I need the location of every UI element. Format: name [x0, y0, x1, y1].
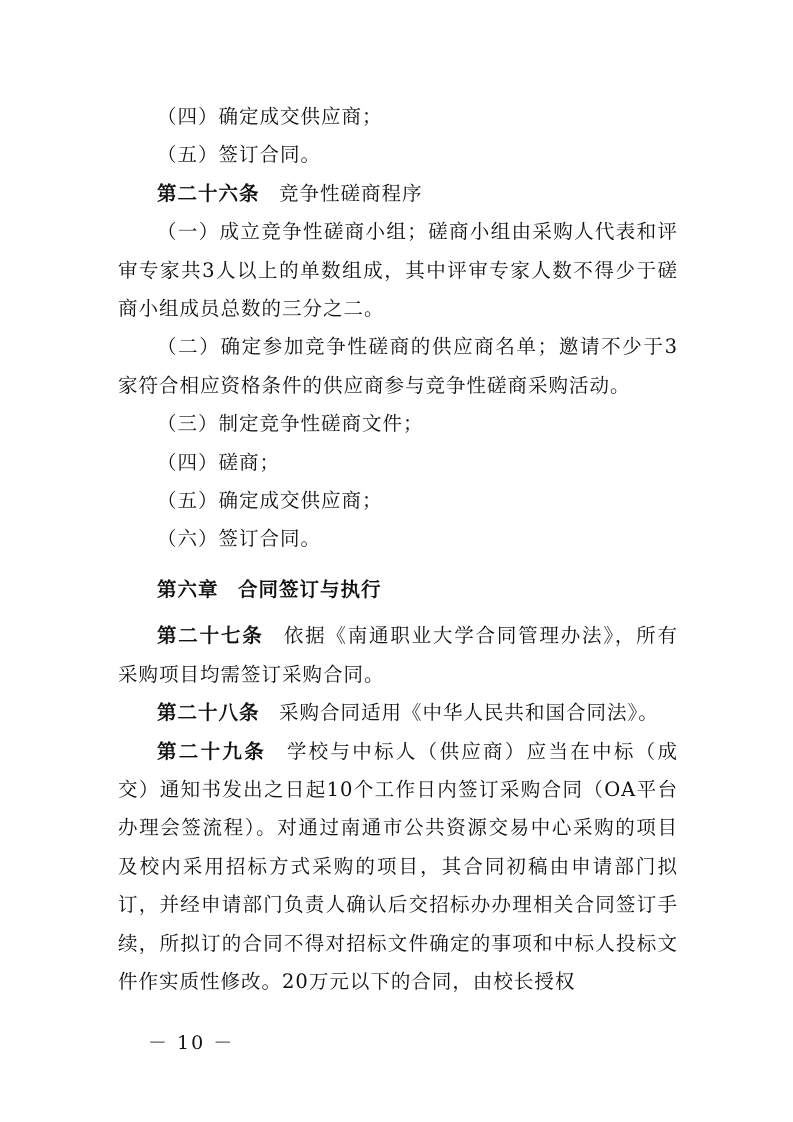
chapter-number: 第六章 [157, 577, 219, 601]
paragraph-consult-3: （三）制定竞争性磋商文件； [157, 412, 424, 436]
chapter-heading [118, 571, 678, 609]
article-27-text: 依据《南通职业大学合同管理办法》，所有采购项目均需签订采购合同。 [118, 624, 678, 686]
document-body [118, 98, 678, 1001]
article-26 [118, 175, 678, 213]
article-29-title: 第二十九条 [157, 739, 267, 763]
paragraph-consult-5: （五）确定成交供应商； [157, 489, 383, 513]
article-27 [118, 617, 678, 694]
article-28-title: 第二十八条 [157, 701, 260, 725]
paragraph-item-5: （五）签订合同。 [157, 143, 322, 167]
paragraph-consult-6: （六）签订合同。 [157, 527, 322, 551]
article-28-text: 采购合同适用《中华人民共和国合同法》。 [279, 701, 659, 725]
paragraph-consult-4: （四）磋商； [157, 450, 281, 474]
page-number: － 10 － [148, 1032, 235, 1054]
chapter-title: 合同签订与执行 [238, 577, 382, 601]
article-26-text: 竞争性磋商程序 [279, 181, 423, 205]
paragraph-consult-2: （二）确定参加竞争性磋商的供应商名单；邀请不少于3家符合相应资格条件的供应商参与竞争性磋商采购活动。 [118, 335, 678, 397]
paragraph-consult-1: （一）成立竞争性磋商小组；磋商小组由采购人代表和评审专家共3人以上的单数组成，其中评审专家人数不得少于磋商小组成员总数的三分之二。 [118, 220, 678, 321]
paragraph-item-4: （四）确定成交供应商； [157, 105, 383, 128]
article-29 [118, 733, 678, 1002]
article-29-text: 学校与中标人（供应商）应当在中标（成交）通知书发出之日起10个工作日内签订采购合同（OA平台办理会签流程）。对通过南通市公共资源交易中心采购的项目及校内采用招标方式采购的项目，其合同初稿由申请部门拟订，并经申请部门负责人确认后交招标办办理相关合同签订手续，所拟订的合同不得对招标文件确定的事项和中标人投标文件作实质性修改。20万元以下的合同，由校长授权 [118, 739, 678, 993]
article-26-title: 第二十六条 [157, 181, 260, 205]
article-27-title: 第二十七条 [157, 624, 264, 648]
article-28 [118, 694, 678, 732]
